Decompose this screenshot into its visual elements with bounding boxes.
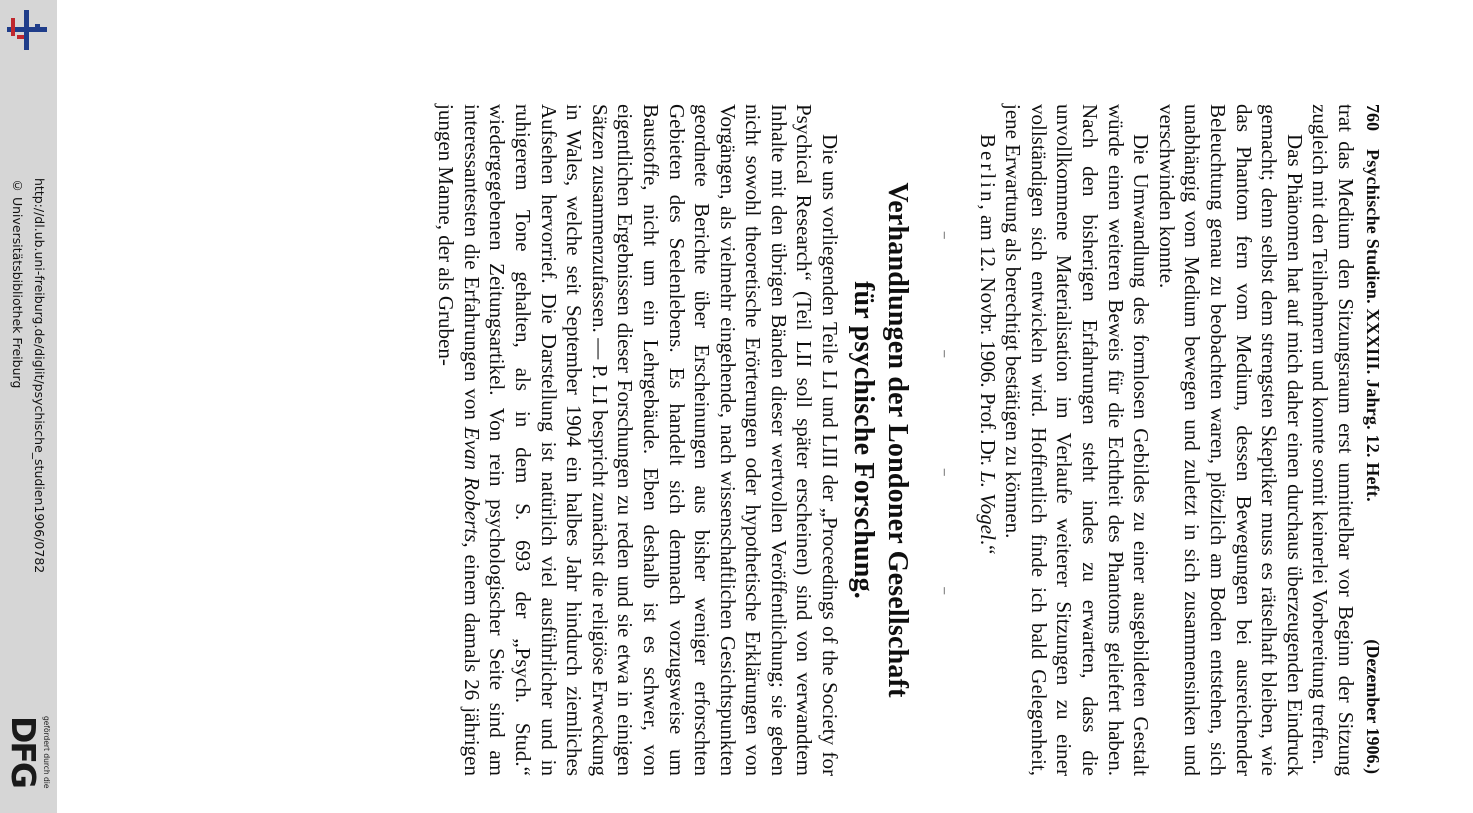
paragraph: Die Umwandlung des formlosen Gebildes zu einer ausgebildeten Gestalt würde einen weiteren Beweis für die Echtheit des Phantoms geliefert haben. Nach den bisherigen Erfahrungen steht indes zu erwarten, dass die unvollkommene Materialisation im Verlaufe weiterer Sitzungen zu einer vollständigen sich entwickeln wird. Hoffentlich finde ich bald Gelegenheit, jene Erwartung als berechtigt bestätigen zu können. xyxy=(1001,104,1154,776)
library-sidebar xyxy=(0,0,57,813)
paragraph-text: , einem damals 26 jährigen jungen Manne, der als Gruben- xyxy=(434,104,484,776)
title-line: für psychische Forschung. xyxy=(848,281,880,599)
page-number: 760 xyxy=(1363,104,1383,131)
university-library-logo-icon xyxy=(5,8,49,52)
article-title xyxy=(846,104,914,776)
date-text: , am 12. Novbr. 1906. Prof. Dr. xyxy=(975,204,1000,472)
closing-quote: .“ xyxy=(975,539,1000,555)
paragraph: trat das Medium den Sitzungsraum erst unmittelbar vor Beginn der Sitzung zugleich mit den Teilnehmern und konnte somit keinerlei Vorbereitung treffen. xyxy=(1308,104,1358,776)
scanned-page xyxy=(168,104,1388,804)
paragraph: Das Phänomen hat auf mich daher einen durchaus überzeugenden Eindruck gemacht; denn selbst dem strengsten Skeptiker muss es rätselhaft bleiben, wie das Phantom fern vom Medium, dessen Bewegungen bei ausreichender Beleuchtung genau zu beobachten waren, plötzlich am Boden entstehen, sich unabhängig vom Medium bewegen und zuletzt in sich zusammensinken und verschwinden konnte. xyxy=(1154,104,1307,776)
sidebar-citation xyxy=(6,178,46,638)
copyright-notice: © Universitätsbibliothek Freiburg xyxy=(10,178,25,389)
journal-title: Psychische Studien. XXXIII. Jahrg. 12. Heft. xyxy=(1363,149,1383,502)
issue-month: (Dezember 1906.) xyxy=(1363,639,1383,774)
dfg-logo-text: DFG xyxy=(4,716,43,788)
section-separator: – – – – xyxy=(937,231,953,649)
paragraph xyxy=(433,104,843,776)
title-line: Verhandlungen der Londoner Gesellschaft xyxy=(882,182,914,698)
funding-note: gefördert durch die xyxy=(42,716,51,789)
page-body xyxy=(433,104,1358,776)
place: Berlin xyxy=(975,134,1000,205)
running-head xyxy=(1355,104,1383,774)
paragraph-text: Die uns vorliegenden Teile LI und LIII der „Proceedings of the Society for Psychical Research“ (Teil LII soll später erscheinen) sind von verwandtem Inhalte mit den übrigen Bänden dieser wertvollen Veröffentlichung; sie geben nicht sowohl theoretische Erörterungen oder hypothetische Erklärungen von Vorgängen, als vielmehr eingehende, nach wissenschaftlichen Gesichtspunkten geordnete Berichte über Erscheinungen aus bisher weniger erforschten Gebieten des Seelenlebens. Es handelt sich demnach vorzugsweise um Baustoffe, nicht um ein Lehrgebäude. Eben deshalb ist es schwer, von eigentlichen Ergebnissen dieser Forschungen zu reden und sie etwa in einigen Sätzen zusammenzufassen. — P. LI bespricht zunächst die religiöse Erweckung in Wales, welche seit September 1904 ein halbes Jahr hindurch ziemliches Aufsehen hervorrief. Die Darstellung ist natürlich viel ausführlicher und in ruhigerem Tone gehalten, als in dem S. 693 der „Psych. Stud.“ wiedergegebenen Zeitungsartikel. Von rein psychologischer Seite sind am interessantesten die Erfahrungen von xyxy=(459,104,843,776)
signature-line xyxy=(974,104,1000,776)
dfg-logo xyxy=(4,716,54,808)
person-name: Evan Roberts xyxy=(459,426,484,543)
author-name: L. Vogel xyxy=(975,471,1000,540)
permalink-url[interactable]: http://dl.ub.uni-freiburg.de/diglit/psychische_studien1906/0782 xyxy=(32,178,47,574)
